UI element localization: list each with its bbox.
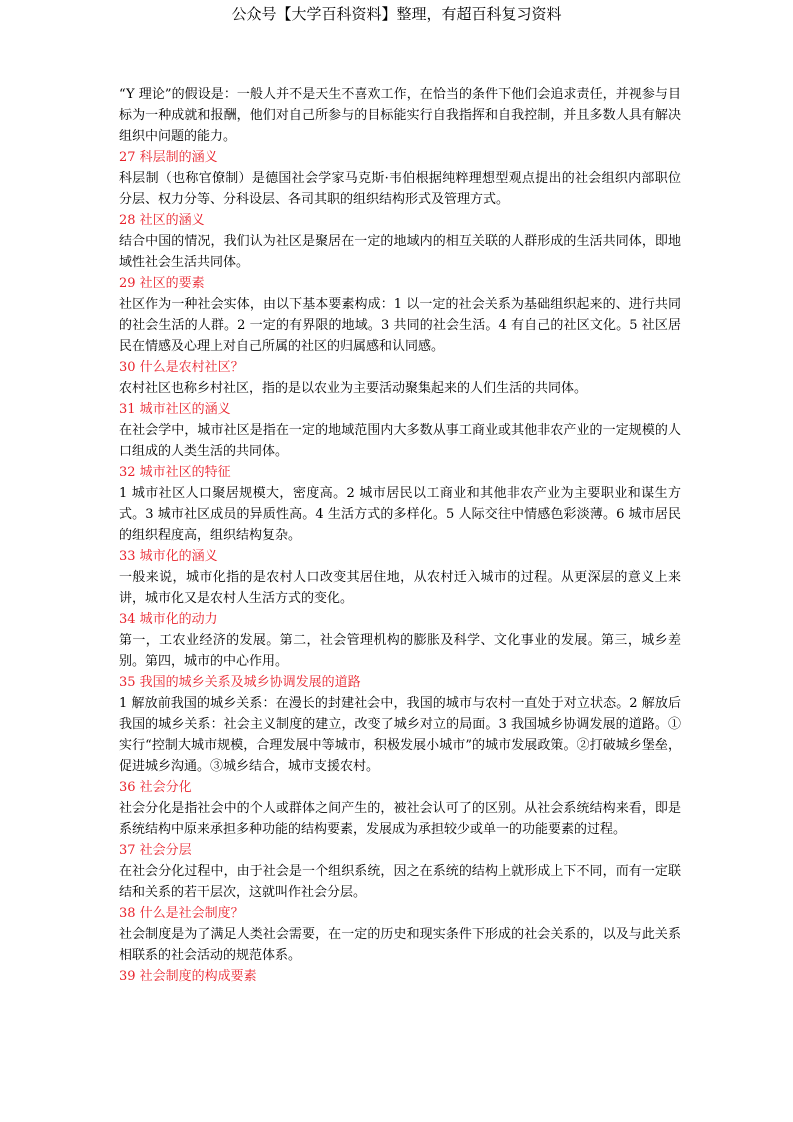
section-body-35: 1 解放前我国的城乡关系：在漫长的封建社会中，我国的城市与农村一直处于对立状态。2 解放后我国的城乡关系：社会主义制度的建立，改变了城乡对立的局面。3 我国城乡协调发展的道路。①实行“控制大城市规模，合理发展中等城市，积极发展小城市”的城市发展政策。②打破城乡堡垒，促进城乡沟通。③城乡结合，城市支援农村。 bbox=[119, 696, 681, 774]
section-heading-32: 32 城市社区的特征 bbox=[119, 465, 231, 480]
section-body-37: 在社会分化过程中，由于社会是一个组织系统，因之在系统的结构上就形成上下不同，而有一定联结和关系的若干层次，这就叫作社会分层。 bbox=[119, 864, 681, 900]
section-heading-29: 29 社区的要素 bbox=[119, 276, 205, 291]
section-heading-31: 31 城市社区的涵义 bbox=[119, 402, 231, 417]
section-body-28: 结合中国的情况，我们认为社区是聚居在一定的地域内的相互关联的人群形成的生活共同体，即地域性社会生活共同体。 bbox=[119, 234, 681, 270]
section-heading-34: 34 城市化的动力 bbox=[119, 612, 218, 627]
section-body-29: 社区作为一种社会实体，由以下基本要素构成：1 以一定的社会关系为基础组织起来的、进行共同的社会生活的人群。2 一定的有界限的地域。3 共同的社会生活。4 有自己的社区文化。5 社区居民在情感及心理上对自己所属的社区的归属感和认同感。 bbox=[119, 297, 681, 354]
section-body-31: 在社会学中，城市社区是指在一定的地域范围内大多数从事工商业或其他非农产业的一定规模的人口组成的人类生活的共同体。 bbox=[119, 423, 681, 459]
section-heading-27: 27 科层制的涵义 bbox=[119, 150, 218, 165]
section-heading-37: 37 社会分层 bbox=[119, 843, 192, 858]
section-heading-38: 38 什么是社会制度？ bbox=[119, 906, 244, 921]
section-heading-30: 30 什么是农村社区？ bbox=[119, 360, 244, 375]
section-heading-36: 36 社会分化 bbox=[119, 780, 192, 795]
section-heading-39: 39 社会制度的构成要素 bbox=[119, 969, 257, 984]
page-header: 公众号【大学百科资料】整理，有超百科复习资料 bbox=[231, 5, 562, 23]
section-body-38: 社会制度是为了满足人类社会需要，在一定的历史和现实条件下形成的社会关系的，以及与此关系相联系的社会活动的规范体系。 bbox=[119, 927, 681, 963]
section-body-34: 第一，工农业经济的发展。第二，社会管理机构的膨胀及科学、文化事业的发展。第三，城乡差别。第四，城市的中心作用。 bbox=[119, 633, 681, 669]
section-body-32: 1 城市社区人口聚居规模大，密度高。2 城市居民以工商业和其他非农产业为主要职业和谋生方式。3 城市社区成员的异质性高。4 生活方式的多样化。5 人际交往中情感色彩淡薄。6 城市居民的组织程度高，组织结构复杂。 bbox=[119, 486, 681, 543]
section-body-30: 农村社区也称乡村社区，指的是以农业为主要活动聚集起来的人们生活的共同体。 bbox=[119, 381, 588, 396]
section-heading-28: 28 社区的涵义 bbox=[119, 213, 205, 228]
section-body-27: 科层制（也称官僚制）是德国社会学家马克斯·韦伯根据纯粹理想型观点提出的社会组织内部职位分层、权力分等、分科设层、各司其职的组织结构形式及管理方式。 bbox=[119, 171, 681, 207]
section-heading-33: 33 城市化的涵义 bbox=[119, 549, 218, 564]
intro-paragraph: “Y 理论”的假设是：一般人并不是天生不喜欢工作，在恰当的条件下他们会追求责任，并视参与目标为一种成就和报酬，他们对自己所参与的目标能实行自我指挥和自我控制，并且多数人具有解决组织中问题的能力。 bbox=[119, 87, 681, 144]
section-body-36: 社会分化是指社会中的个人或群体之间产生的，被社会认可了的区别。从社会系统结构来看，即是系统结构中原来承担多种功能的结构要素，发展成为承担较少或单一的功能要素的过程。 bbox=[119, 801, 681, 837]
section-body-33: 一般来说，城市化指的是农村人口改变其居住地，从农村迁入城市的过程。从更深层的意义上来讲，城市化又是农村人生活方式的变化。 bbox=[119, 570, 681, 606]
document-body bbox=[119, 84, 681, 987]
section-heading-35: 35 我国的城乡关系及城乡协调发展的道路 bbox=[119, 675, 361, 690]
